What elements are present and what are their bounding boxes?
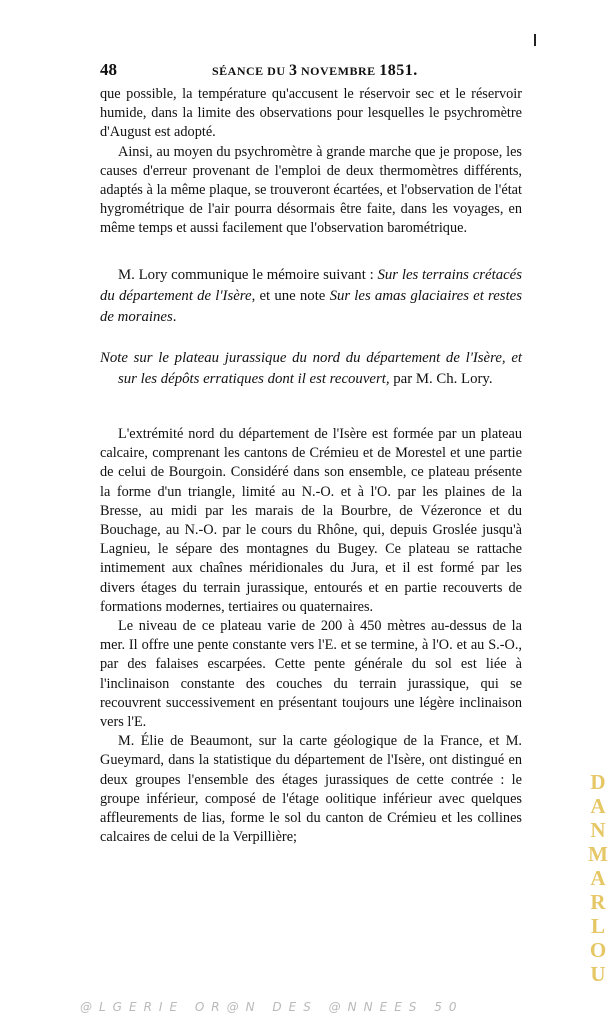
running-head-month: NOVEMBRE [301, 64, 376, 78]
note-title-ref: Sur les amas glaciaires et restes de moraines [100, 288, 523, 325]
paragraph-psychrometer: Ainsi, au moyen du psychromètre à grande marche que je propose, les causes d'erreur provenant de l'emploi de deux thermomètres différents, adaptés à la même plaque, se trouveront écartées, et l'observation de l'état hygrométrique de l'air pourra désormais être faite, dans les voyages, en même temps et aussi facilement que l'observation barométrique. [100, 143, 522, 237]
paragraph-continued: que possible, la température qu'accusent le réservoir sec et le réservoir humide, dans la limite des observations pour lesquelles le psychromètre d'August est adopté. [100, 86, 522, 141]
communication-end: . [172, 309, 177, 325]
running-head-year: 1851. [379, 62, 418, 79]
note-author: par M. Ch. Lory. [389, 371, 493, 387]
communication-paragraph [100, 265, 522, 328]
note-heading [100, 348, 522, 390]
intro-text [100, 85, 522, 239]
running-head-day: 3 [289, 62, 298, 79]
memoir-title: Sur les terrains crétacés du département de l'Isère [100, 267, 523, 304]
communication-mid: , et une note [251, 288, 330, 304]
running-head [212, 62, 418, 80]
vertical-watermark: DANMARLOU [588, 770, 608, 986]
communication-start: M. Lory communique le mémoire suivant : [118, 267, 378, 283]
running-head-prefix: SÉANCE DU [212, 64, 286, 78]
margin-mark [534, 34, 536, 46]
note-body [100, 425, 522, 847]
page-header [100, 60, 520, 82]
paragraph-plateau: L'extrémité nord du département de l'Isère est formée par un plateau calcaire, comprenant les cantons de Crémieu et de Morestel et une partie de celui de Bourgoin. Considéré dans son ensemble, ce plateau présente la forme d'un triangle, limité au N.-O. et à l'O. par les plaines de la Bresse, au midi par les marais de la Bourbre, de Vézeronce et du Bouchage, au N.-O. par le cours du Rhône, qui, depuis Groslée jusqu'à Lagnieu, le sépare des montagnes du Bugey. Ce plateau se rattache intimement aux chaînes méridionales du Jura, et il est formé par les divers étages du terrain jurassique, entourés et en partie recouverts de formations modernes, tertiaires ou quaternaires. [100, 426, 522, 615]
paragraph-level: Le niveau de ce plateau varie de 200 à 450 mètres au-dessus de la mer. Il offre une pente constante vers l'E. et se termine, à l'O. et au S.-O., par des falaises escarpées. Cette pente générale du sol est liée à l'inclinaison constante des couches du terrain jurassique, qui se recouvrent successivement en présentant toujours une légère inclinaison vers l'E. [100, 618, 522, 731]
footer-watermark: @LGERIE OR@N DES @NNEES 50 [80, 1000, 464, 1014]
note-title-line [100, 348, 522, 390]
page-number: 48 [100, 60, 117, 79]
communication-announcement [100, 265, 522, 328]
note-title: Note sur le plateau jurassique du nord du département de l'Isère, et sur les dépôts erratiques dont il est recouvert, [100, 350, 522, 387]
paragraph-groups: M. Élie de Beaumont, sur la carte géologique de la France, et M. Gueymard, dans la statistique du département de l'Isère, ont distingué en deux groupes l'ensemble des étages jurassiques de cette contrée : le groupe inférieur, composé de l'étage oolitique inférieur avec quelques affleurements de lias, forme le sol du canton de Crémieu et les collines calcaires de celui de la Verpillière; [100, 733, 522, 846]
